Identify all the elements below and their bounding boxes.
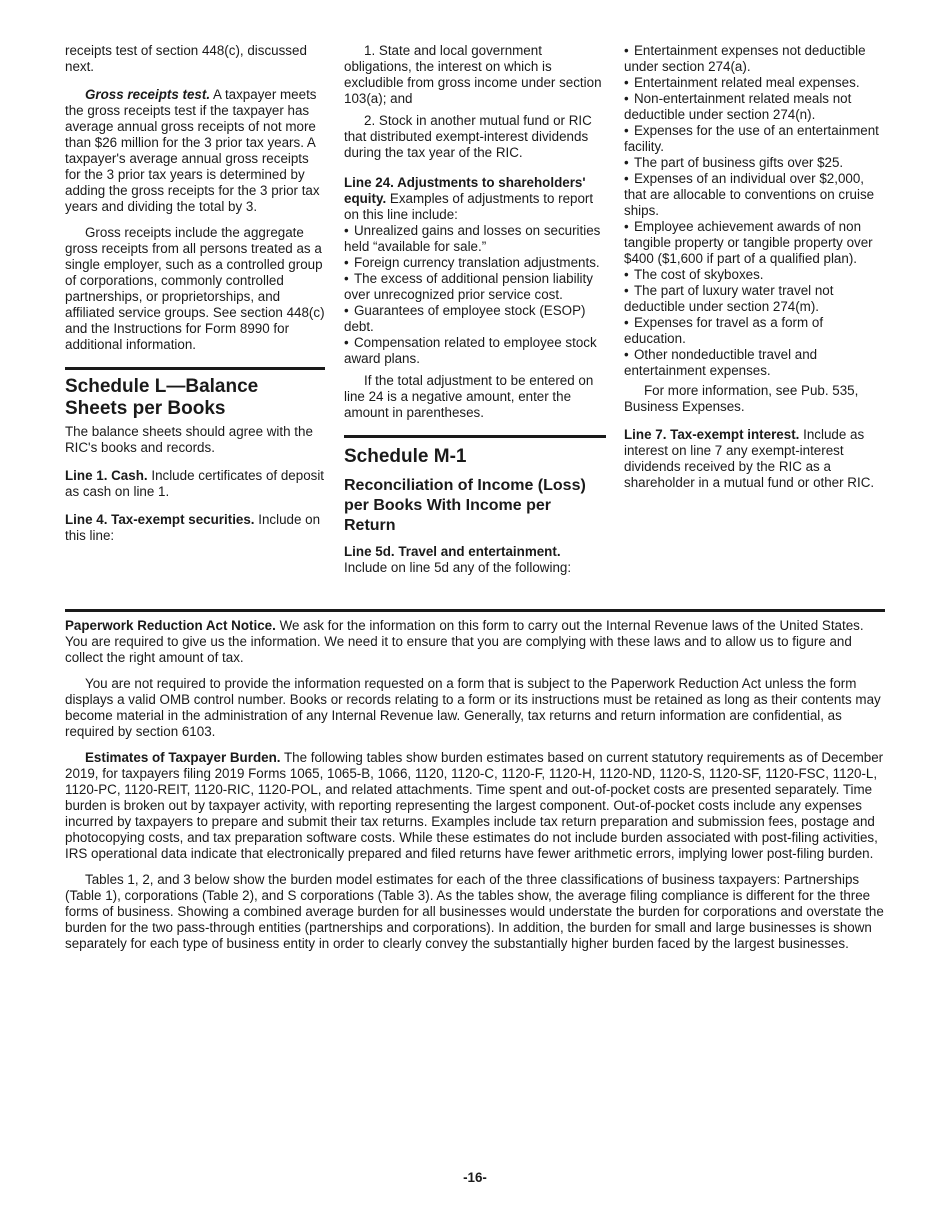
line5d-heading: Line 5d. Travel and entertainment. — [344, 544, 561, 559]
tax-exempt-item-1: 1. State and local government obligations, the interest on which is excludible from gross income under section 103(a); and — [344, 43, 602, 106]
line1-text: Include certificates of deposit as cash on line 1. — [65, 468, 325, 499]
list-item: • The part of business gifts over $25. — [624, 155, 886, 171]
list-item: • Non-entertainment related meals not deductible under section 274(n). — [624, 91, 886, 123]
line24-paragraph — [344, 175, 606, 223]
line5d-text: Include on line 5d any of the following: — [344, 560, 572, 575]
line7-paragraph — [624, 427, 886, 491]
line1-paragraph — [65, 468, 325, 500]
line1-heading: Line 1. Cash. — [65, 468, 148, 483]
list-item: • The part of luxury water travel not deductible under section 274(m). — [624, 283, 886, 315]
list-item: • Entertainment related meal expenses. — [624, 75, 886, 91]
paperwork-notice — [65, 609, 885, 962]
list-item: • Other nondeductible travel and entertainment expenses. — [624, 347, 886, 379]
pra-text: We ask for the information on this form to carry out the Internal Revenue laws of the United States. You are required to give us the information. We need it to ensure that you are complying with these laws and to allow us to figure and collect the right amount of tax. — [65, 618, 864, 665]
gross-receipts-heading: Gross receipts test. — [85, 87, 211, 102]
burden-text: The following tables show burden estimates based on current statutory requirements as of December 2019, for taxpayers filing 2019 Forms 1065, 1065-B, 1066, 1120, 1120-C, 1120-F, 1120-H, 1120-ND, 1120-S, 1120-SF, 1120-FSC, 1120-L, 1120-PC, 1120-REIT, 1120-RIC, 1120-POL, and related attachments. Time spent and out-of-pocket costs are presented separately. Time burden is broken out by taxpayer activity, with reporting representing the largest component. Out-of-pocket costs include any expenses incurred by taxpayers to prepare and submit their tax returns. Examples include tax return preparation and submission fees, postage and photocopying costs, and tax preparation software costs. While these estimates do not include burden associated with post-filing activities, IRS operational data indicate that electronically prepared and filed returns have fewer arithmetic errors, implying lower post-filing burden. — [65, 750, 884, 861]
list-item: • Expenses for travel as a form of education. — [624, 315, 886, 347]
column-left — [65, 43, 325, 544]
intro-text: receipts test of section 448(c), discussed next. — [65, 43, 307, 74]
column-middle — [344, 43, 606, 576]
aggregate-receipts-paragraph: Gross receipts include the aggregate gross receipts from all persons treated as a single employer, such as a controlled group of corporations, commonly controlled partnerships, or proprietorships, and affiliated service groups. See section 448(c) and the Instructions for Form 8990 for additional information. — [65, 225, 325, 352]
line24-text: Examples of adjustments to report on this line include: — [344, 191, 594, 222]
list-item: • Compensation related to employee stock award plans. — [344, 335, 606, 367]
omb-paragraph: You are not required to provide the information requested on a form that is subject to the Paperwork Reduction Act unless the form displays a valid OMB control number. Books or records relating to a form or its instructions must be retained as long as their contents may become material in the administration of any Internal Revenue law. Generally, tax returns and return information are confidential, as required by section 6103. — [65, 676, 881, 739]
burden-paragraph — [65, 750, 885, 862]
section-rule — [65, 367, 325, 370]
schedule-l-text: The balance sheets should agree with the RIC's books and records. — [65, 424, 313, 455]
tax-exempt-item-2: 2. Stock in another mutual fund or RIC that distributed exempt-interest dividends during the tax year of the RIC. — [344, 113, 592, 160]
negative-adjustment-text: If the total adjustment to be entered on line 24 is a negative amount, enter the amount in parentheses. — [344, 373, 594, 420]
line7-text: Include as interest on line 7 any exempt-interest dividends received by the RIC as a shareholder in a mutual fund or other RIC. — [624, 427, 875, 490]
pra-heading: Paperwork Reduction Act Notice. — [65, 618, 276, 633]
schedule-l-title: Schedule L—Balance Sheets per Books — [65, 376, 259, 419]
page-number: -16- — [463, 1170, 487, 1185]
line5d-paragraph — [344, 544, 606, 576]
list-item: • Employee achievement awards of non tangible property or tangible property over $400 ($1,600 if part of a qualified plan). — [624, 219, 886, 267]
list-item: • Expenses for the use of an entertainment facility. — [624, 123, 886, 155]
column-right — [624, 43, 886, 491]
list-item: • The cost of skyboxes. — [624, 267, 886, 283]
line24-heading: Line 24. Adjustments to shareholders' equity. — [344, 175, 586, 206]
more-info-text: For more information, see Pub. 535, Business Expenses. — [624, 383, 859, 414]
gross-receipts-text: A taxpayer meets the gross receipts test if the taxpayer has average annual gross receipts of not more than $26 million for the 3 prior tax years. A taxpayer's average annual gross receipts for the 3 prior tax years is determined by adding the gross receipts for the 3 prior tax years and dividing the total by 3. — [65, 87, 320, 214]
line7-heading: Line 7. Tax-exempt interest. — [624, 427, 800, 442]
list-item: • Expenses of an individual over $2,000, that are allocable to conventions on cruise ships. — [624, 171, 886, 219]
list-item: • Unrealized gains and losses on securities held “available for sale.” — [344, 223, 606, 255]
tables-paragraph: Tables 1, 2, and 3 below show the burden model estimates for each of the three classifications of business taxpayers: Partnerships (Table 1), corporations (Table 2), and S corporations (Table 3). As the tables show, the average filing compliance is different for the three forms of business. Showing a combined average burden for all businesses would understate the burden for corporations and overstate the burden for the two pass-through entities (partnerships and corporations). In addition, the burden for small and large businesses is shown separately for each type of business entity in order to clearly convey the substantially higher burden faced by the largest businesses. — [65, 872, 884, 951]
line4-heading: Line 4. Tax-exempt securities. — [65, 512, 255, 527]
list-item: • Foreign currency translation adjustments. — [344, 255, 606, 271]
gross-receipts-paragraph — [65, 87, 325, 215]
section-rule — [344, 435, 606, 438]
list-item: • Guarantees of employee stock (ESOP) debt. — [344, 303, 606, 335]
line4-text: Include on this line: — [65, 512, 321, 543]
list-item: • Entertainment expenses not deductible under section 274(a). — [624, 43, 886, 75]
burden-heading: Estimates of Taxpayer Burden. — [85, 750, 281, 765]
list-item: • The excess of additional pension liability over unrecognized prior service cost. — [344, 271, 606, 303]
schedule-m1-title: Schedule M-1 — [344, 446, 467, 467]
line4-paragraph — [65, 512, 325, 544]
schedule-m1-subtitle: Reconciliation of Income (Loss) per Books With Income per Return — [344, 477, 586, 534]
pra-paragraph — [65, 618, 885, 666]
